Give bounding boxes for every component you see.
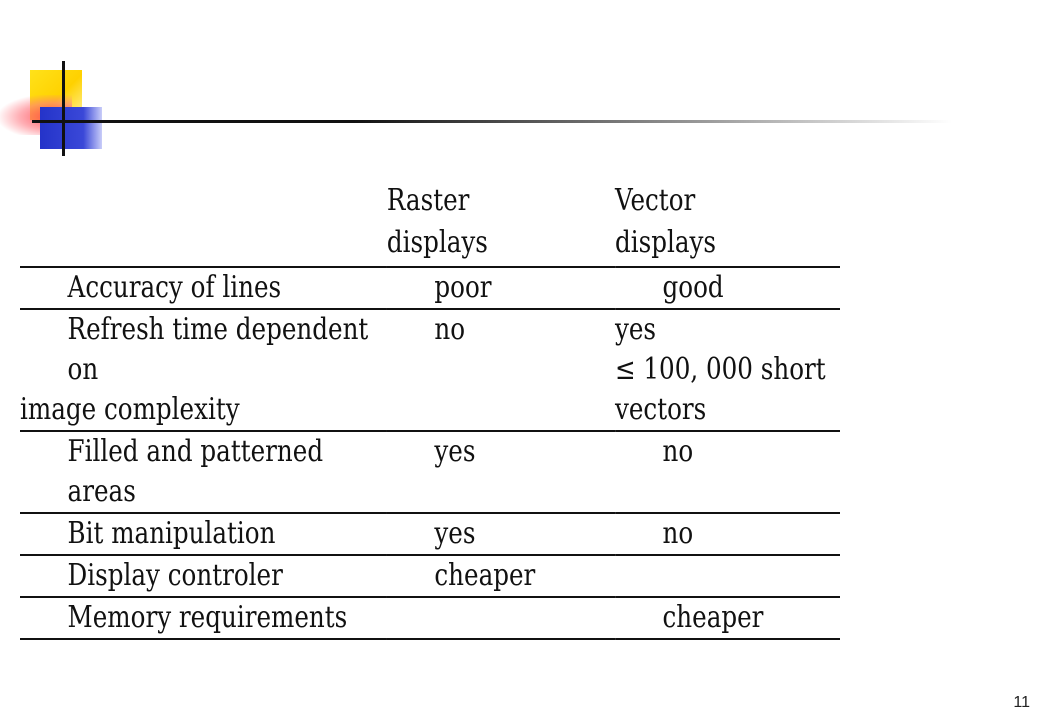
table-row-display-controler <box>20 555 840 597</box>
feature-cell: Memory requirements <box>67 600 348 635</box>
table-row-refresh-time <box>20 309 840 431</box>
vector-cell <box>615 555 840 597</box>
vector-cell: no <box>662 434 694 469</box>
raster-cell: no <box>434 312 466 347</box>
header-raster-line2: displays <box>386 225 488 260</box>
raster-cell: cheaper <box>434 558 536 593</box>
table-header-row <box>20 180 840 267</box>
comparison-table-container <box>20 180 1020 640</box>
page-number: 11 <box>1013 694 1030 711</box>
table-row-accuracy <box>20 267 840 309</box>
blue-square-decoration <box>40 107 102 149</box>
header-raster-line1: Raster <box>386 183 470 218</box>
table-row-filled-areas <box>20 431 840 513</box>
feature-cell: Filled and patterned areas <box>67 434 324 509</box>
title-underline-rule <box>32 120 952 123</box>
vector-cell <box>615 309 840 431</box>
feature-cell-line2: image complexity <box>20 392 240 427</box>
slide-corner-logo <box>0 55 1040 165</box>
table-row-memory <box>20 597 840 639</box>
feature-cell <box>20 309 387 431</box>
raster-cell: yes <box>434 434 476 469</box>
header-vector-line1: Vector <box>614 183 696 218</box>
header-raster <box>387 180 615 267</box>
feature-cell-line1: Refresh time dependent on <box>67 312 369 387</box>
raster-cell: yes <box>434 516 476 551</box>
feature-cell: Display controler <box>67 558 283 593</box>
raster-cell <box>387 597 615 639</box>
header-feature <box>20 180 387 267</box>
vertical-rule-decoration <box>62 61 65 156</box>
vector-cell: good <box>662 270 724 305</box>
feature-cell: Bit manipulation <box>67 516 276 551</box>
feature-cell: Accuracy of lines <box>67 270 282 305</box>
vector-cell-line1: yes <box>614 312 657 347</box>
raster-vs-vector-table <box>20 180 840 640</box>
header-vector <box>615 180 840 267</box>
header-vector-line2: displays <box>614 225 717 260</box>
vector-cell: no <box>662 516 694 551</box>
vector-cell: cheaper <box>662 600 764 635</box>
table-row-bit-manipulation <box>20 513 840 555</box>
vector-cell-line2: ≤ 100, 000 short vectors <box>614 352 826 427</box>
raster-cell: poor <box>434 270 492 305</box>
